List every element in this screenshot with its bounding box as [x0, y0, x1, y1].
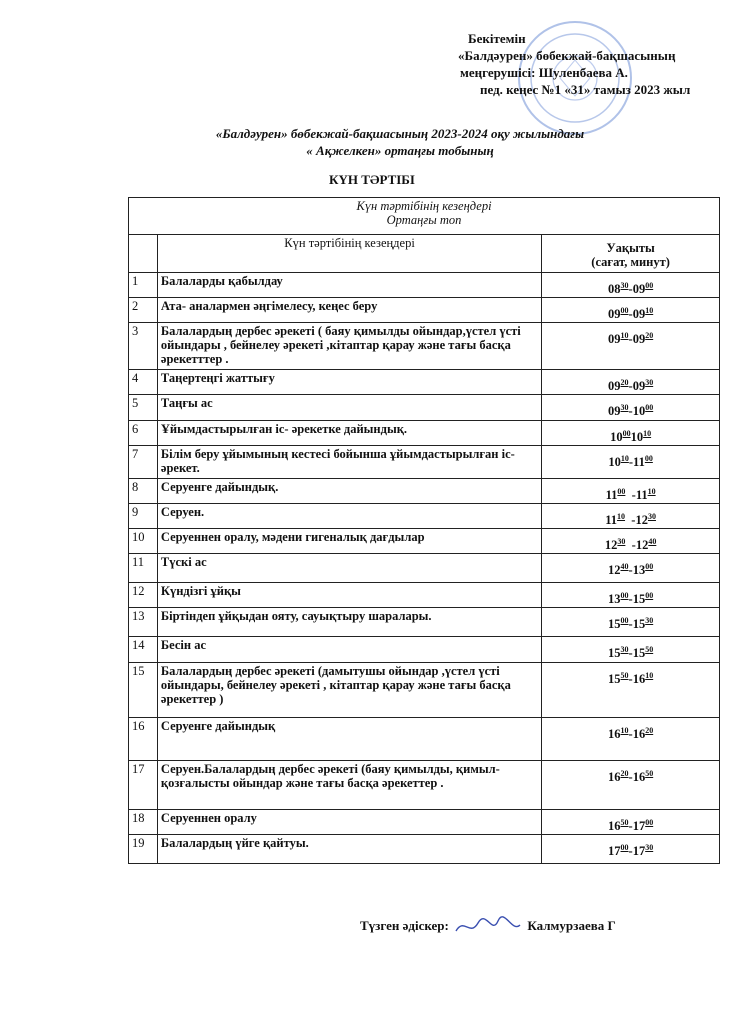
time-start-hour: 15	[608, 617, 621, 632]
row-activity: Балалардың үйге қайтуы.	[157, 834, 541, 863]
table-row	[129, 478, 720, 503]
row-time	[542, 554, 720, 583]
time-start-hour: 11	[605, 513, 618, 528]
time-start-hour: 16	[608, 769, 621, 784]
time-end-minutes: 00	[645, 817, 654, 827]
row-activity: Күндізгі ұйқы	[157, 583, 541, 608]
time-start-minutes: 00	[620, 591, 629, 601]
time-end-minutes: 40	[648, 537, 657, 547]
time-end-minutes: 20	[645, 331, 654, 341]
time-start-minutes: 50	[620, 670, 629, 680]
time-separator: -	[628, 646, 633, 661]
time-start-minutes: 10	[620, 331, 629, 341]
time-end-hour: 10	[632, 404, 646, 419]
row-time	[542, 323, 720, 370]
row-number: 1	[129, 273, 158, 298]
time-start-hour: 10	[608, 454, 621, 469]
time-start-hour: 17	[608, 843, 621, 858]
row-activity: Серуенге дайындық.	[157, 478, 541, 503]
table-row	[129, 717, 720, 760]
time-start-hour: 08	[608, 282, 621, 297]
table-row	[129, 395, 720, 420]
time-start-hour: 09	[608, 307, 621, 322]
time-end-hour: 10	[630, 429, 644, 444]
signature-scribble	[452, 915, 524, 939]
time-end-minutes: 50	[645, 645, 654, 655]
time-separator: -	[628, 818, 633, 833]
row-number: 12	[129, 583, 158, 608]
time-end-hour: 17	[632, 843, 646, 858]
time-end-minutes: 10	[645, 306, 654, 316]
row-activity: Ата- аналармен әңгімелесу, кеңес беру	[157, 298, 541, 323]
time-start-minutes: 00	[620, 616, 629, 626]
table-row	[129, 608, 720, 637]
time-start-minutes: 20	[620, 378, 629, 388]
time-start-minutes: 30	[617, 537, 626, 547]
caption-line: Ортаңғы топ	[386, 213, 462, 227]
row-number: 19	[129, 834, 158, 863]
row-activity: Серуен.	[157, 503, 541, 528]
approval-line: Бекітемін	[468, 31, 526, 46]
row-number: 11	[129, 554, 158, 583]
row-time	[542, 760, 720, 809]
time-separator: -	[628, 617, 633, 632]
time-end-minutes: 00	[645, 281, 654, 290]
time-end-hour: 12	[635, 538, 649, 553]
footer-signature	[360, 915, 616, 939]
table-row	[129, 583, 720, 608]
row-time	[542, 608, 720, 637]
time-start-minutes: 30	[620, 645, 629, 655]
time-start-minutes: 00	[620, 842, 629, 852]
row-number: 18	[129, 809, 158, 834]
time-separator: -	[628, 769, 633, 784]
table-row	[129, 273, 720, 298]
row-activity: Біртіндеп ұйқыдан ояту, сауықтыру шаралары.	[157, 608, 541, 637]
time-end-minutes: 50	[645, 768, 654, 778]
time-end-minutes: 30	[645, 378, 654, 388]
time-start-minutes: 10	[617, 511, 626, 521]
row-activity: Балаларды қабылдау	[157, 273, 541, 298]
row-time	[542, 834, 720, 863]
time-separator: -	[625, 513, 636, 528]
time-start-hour: 09	[608, 404, 621, 419]
time-end-hour: 09	[632, 282, 646, 297]
time-start-hour: 16	[608, 726, 621, 741]
table-row	[129, 298, 720, 323]
table-row	[129, 445, 720, 478]
row-number: 7	[129, 445, 158, 478]
time-start-minutes: 20	[620, 768, 629, 778]
row-number: 14	[129, 637, 158, 662]
row-time	[542, 420, 720, 445]
time-end-minutes: 10	[643, 428, 652, 438]
time-separator: -	[625, 538, 636, 553]
approval-block	[458, 30, 738, 98]
row-number: 15	[129, 662, 158, 717]
header-activity-cell: Күн тәртібінің кезеңдері	[157, 235, 541, 273]
time-start-minutes: 30	[620, 403, 629, 413]
time-start-minutes: 00	[617, 486, 626, 496]
row-time	[542, 662, 720, 717]
time-end-minutes: 30	[645, 616, 654, 626]
row-time	[542, 273, 720, 298]
row-number: 3	[129, 323, 158, 370]
table-header-row	[129, 235, 720, 273]
time-end-minutes: 10	[647, 486, 656, 496]
table-row	[129, 760, 720, 809]
row-activity: Түскі ас	[157, 554, 541, 583]
heading-line: « Ақжелкен» ортаңғы тобының	[306, 143, 494, 158]
time-end-hour: 17	[632, 818, 646, 833]
time-end-hour: 09	[632, 307, 646, 322]
time-start-hour: 12	[604, 538, 618, 553]
time-end-hour: 13	[632, 563, 646, 578]
row-activity: Балалардың дербес әрекеті (дамытушы ойындар ,үстел үсті ойындары, бейнелеу әрекеті , кітаптар қарау және тағы басқа әрекеттер )	[157, 662, 541, 717]
approval-line: пед. кеңес №1 «31» тамыз 2023 жыл	[480, 82, 691, 97]
time-end-hour: 15	[632, 646, 646, 661]
time-separator: -	[628, 563, 633, 578]
row-number: 17	[129, 760, 158, 809]
time-end-minutes: 30	[647, 511, 656, 521]
time-end-hour: 11	[633, 454, 645, 469]
time-separator: -	[628, 592, 633, 607]
table-row	[129, 554, 720, 583]
row-activity: Бесін ас	[157, 637, 541, 662]
header-time-line: (сағат, минут)	[591, 255, 670, 269]
row-number: 5	[129, 395, 158, 420]
row-time	[542, 503, 720, 528]
row-activity: Серуенге дайындық	[157, 717, 541, 760]
table-row	[129, 809, 720, 834]
time-start-hour: 10	[610, 429, 623, 444]
time-end-minutes: 00	[644, 453, 653, 463]
table-caption-row	[129, 198, 720, 235]
page-title: КҮН ТӘРТІБІ	[329, 172, 415, 187]
time-separator: -	[628, 379, 633, 394]
row-number: 4	[129, 370, 158, 395]
row-time	[542, 478, 720, 503]
time-end-hour: 16	[632, 671, 646, 686]
time-start-hour: 15	[608, 646, 621, 661]
time-separator: -	[628, 726, 633, 741]
row-time	[542, 370, 720, 395]
time-end-minutes: 30	[645, 842, 654, 852]
heading-line: «Балдәурен» бөбекжай-бақшасының 2023-2024 оқу жылындағы	[215, 126, 585, 141]
table-row	[129, 529, 720, 554]
row-number: 6	[129, 420, 158, 445]
table-row	[129, 637, 720, 662]
time-start-minutes: 50	[620, 817, 629, 827]
row-time	[542, 583, 720, 608]
time-end-hour: 11	[635, 487, 648, 502]
caption-line: Күн тәртібінің кезеңдері	[356, 199, 492, 213]
row-activity: Балалардың дербес әрекеті ( баяу қимылды ойындар,үстел үсті ойындары , бейнелеу әрекеті ,кітаптар қарау және тағы басқа әрекетттер .	[157, 323, 541, 370]
table-caption	[129, 198, 720, 235]
header-number-cell	[129, 235, 158, 273]
compiler-name: Калмурзаева Г	[527, 917, 616, 933]
time-separator: -	[628, 307, 633, 322]
time-start-hour: 15	[608, 671, 621, 686]
document-heading	[140, 125, 660, 159]
table-row	[129, 503, 720, 528]
row-time	[542, 717, 720, 760]
row-activity: Серуен.Балалардың дербес әрекеті (баяу қимылды, қимыл-қозғалысты ойындар және тағы басқа әрекеттер .	[157, 760, 541, 809]
time-end-hour: 16	[632, 726, 646, 741]
row-activity: Таңғы ас	[157, 395, 541, 420]
header-time-cell	[542, 235, 720, 273]
time-start-minutes: 10	[620, 453, 629, 463]
time-start-hour: 09	[608, 332, 621, 347]
table-row	[129, 834, 720, 863]
row-activity: Ұйымдастырылған іс- әрекетке дайындық.	[157, 420, 541, 445]
row-number: 9	[129, 503, 158, 528]
row-time	[542, 637, 720, 662]
time-separator: -	[628, 404, 633, 419]
time-separator: -	[628, 332, 633, 347]
time-separator: -	[628, 282, 633, 297]
table-row	[129, 420, 720, 445]
table-row	[129, 370, 720, 395]
time-end-minutes: 00	[645, 562, 654, 572]
row-activity: Білім беру ұйымының кестесі бойынша ұйымдастырылған іс-әрекет.	[157, 445, 541, 478]
time-start-minutes: 00	[622, 428, 631, 438]
row-activity: Серуеннен оралу, мәдени гигеналық дағдылар	[157, 529, 541, 554]
table-row	[129, 662, 720, 717]
time-start-minutes: 00	[620, 306, 629, 316]
row-activity: Таңертеңгі жаттығу	[157, 370, 541, 395]
row-number: 2	[129, 298, 158, 323]
row-number: 16	[129, 717, 158, 760]
time-end-hour: 09	[632, 379, 646, 394]
time-end-hour: 09	[632, 332, 646, 347]
row-time	[542, 529, 720, 554]
time-end-minutes: 00	[645, 591, 654, 601]
row-time	[542, 809, 720, 834]
compiler-label: Түзген әдіскер:	[360, 917, 449, 933]
time-separator: -	[625, 487, 636, 502]
time-end-minutes: 00	[645, 403, 654, 413]
time-start-hour: 12	[608, 563, 621, 578]
time-separator: -	[628, 843, 633, 858]
header-time-line: Уақыты	[606, 241, 655, 255]
row-time	[542, 395, 720, 420]
time-separator: -	[628, 671, 633, 686]
row-activity: Серуеннен оралу	[157, 809, 541, 834]
time-start-minutes: 10	[620, 725, 629, 735]
approval-line: «Балдәурен» бөбекжай-бақшасының	[458, 48, 676, 63]
time-end-minutes: 20	[645, 725, 654, 735]
time-start-hour: 16	[608, 818, 621, 833]
row-number: 10	[129, 529, 158, 554]
time-start-minutes: 40	[620, 562, 629, 572]
row-number: 13	[129, 608, 158, 637]
time-end-hour: 15	[632, 592, 646, 607]
time-end-hour: 16	[632, 769, 646, 784]
schedule-table	[128, 197, 720, 864]
time-start-hour: 11	[605, 487, 618, 502]
row-time	[542, 445, 720, 478]
row-number: 8	[129, 478, 158, 503]
time-end-minutes: 10	[645, 670, 654, 680]
time-start-hour: 13	[608, 592, 621, 607]
time-start-hour: 09	[608, 379, 621, 394]
approval-line: меңгерушісі: Шуленбаева А.	[460, 65, 628, 80]
row-time	[542, 298, 720, 323]
time-end-hour: 12	[635, 513, 648, 528]
time-separator: -	[628, 454, 634, 469]
table-row	[129, 323, 720, 370]
time-end-hour: 15	[632, 617, 646, 632]
time-start-minutes: 30	[620, 281, 629, 290]
